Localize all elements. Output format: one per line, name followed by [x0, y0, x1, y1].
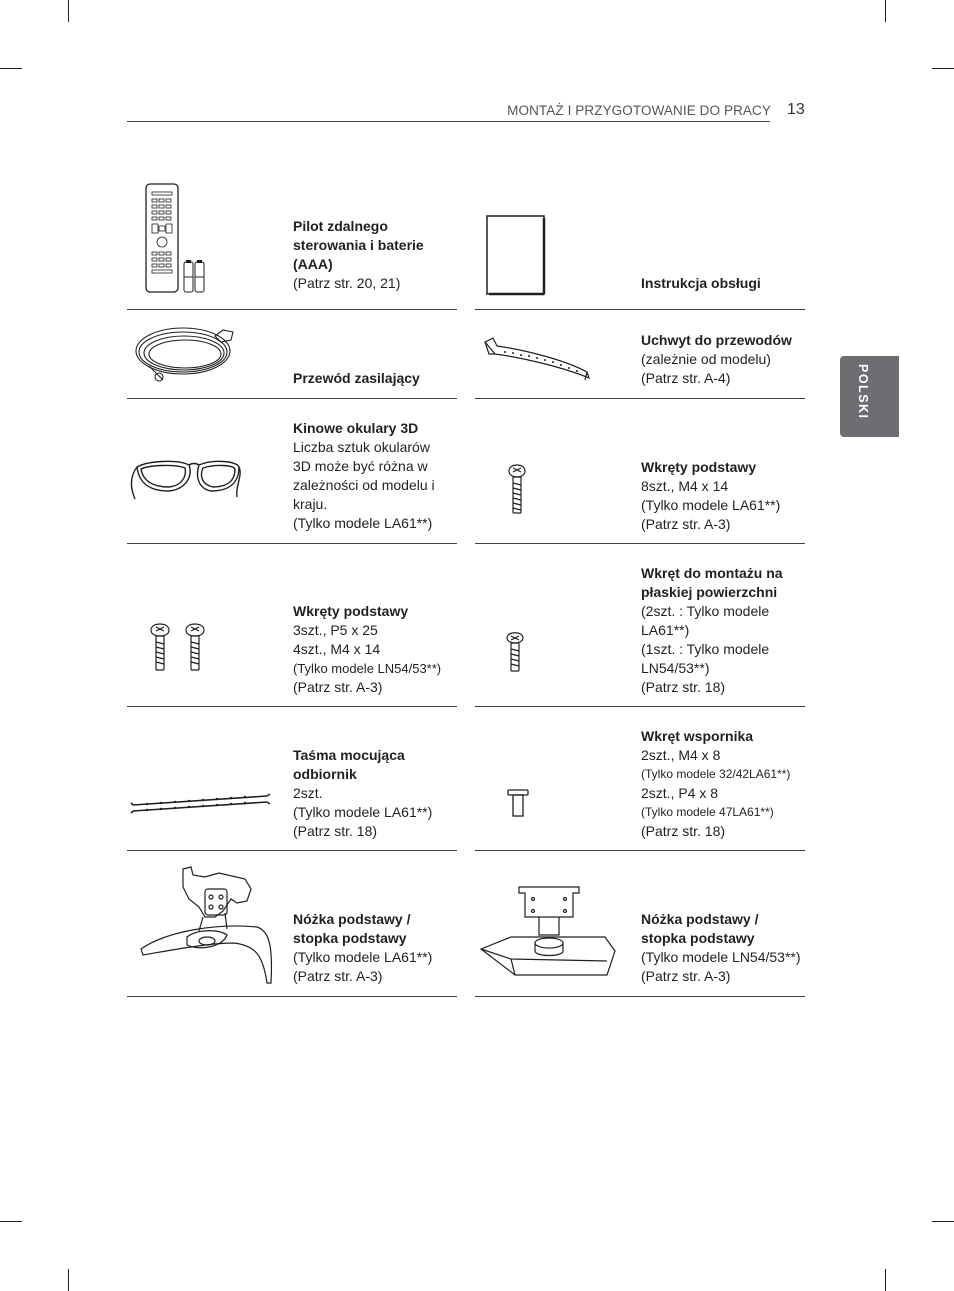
flat-screw-image	[475, 544, 635, 707]
item-title: Wkręt wspornika	[641, 728, 754, 744]
crop-mark	[885, 0, 886, 22]
item-detail: 3szt., P5 x 25	[293, 622, 378, 638]
language-tab-label: POLSKI	[856, 364, 870, 420]
item-detail: (Tylko modele LA61**)	[641, 497, 781, 513]
item-flat-screw	[475, 544, 805, 707]
item-detail: (Tylko modele LA61**)	[293, 515, 433, 531]
power-cord-text	[293, 369, 465, 388]
bracket-screw-image	[475, 707, 635, 851]
item-detail: (Tylko modele LN54/53**)	[641, 949, 801, 965]
item-detail: 2szt., P4 x 8	[641, 785, 719, 801]
power-cord-image	[127, 310, 287, 399]
strap-image	[127, 707, 287, 851]
item-title: Pilot zdalnego	[293, 218, 388, 234]
row-divider	[127, 996, 457, 997]
item-detail: (Patrz str. 20, 21)	[293, 275, 401, 291]
item-title: stopka podstawy	[641, 930, 755, 946]
item-detail: (Patrz str. A-3)	[641, 968, 731, 984]
item-cable-holder	[475, 310, 805, 399]
manual-image	[475, 170, 635, 310]
crop-mark	[932, 1221, 954, 1222]
page-number: 13	[787, 101, 805, 118]
screw-image	[475, 399, 635, 544]
stand-screws-a-text	[641, 458, 813, 534]
item-glasses	[127, 399, 457, 544]
item-detail: (Patrz str. 18)	[641, 679, 726, 695]
item-detail: 2szt., M4 x 8	[641, 747, 721, 763]
item-detail: (zależnie od modelu)	[641, 351, 771, 367]
cable-holder-image	[475, 310, 635, 399]
row-divider	[475, 996, 805, 997]
item-detail: zależności od modelu i	[293, 477, 435, 493]
crop-mark	[932, 68, 954, 69]
strap-text	[293, 746, 465, 841]
item-detail: (2szt. : Tylko modele	[641, 603, 770, 619]
crop-mark	[68, 0, 69, 22]
item-detail: (1szt. : Tylko modele	[641, 641, 770, 657]
page-header-title: MONTAŻ I PRZYGOTOWANIE DO PRACY	[507, 103, 771, 118]
crop-mark	[0, 68, 22, 69]
item-detail: (Patrz str. A-3)	[641, 516, 731, 532]
item-title: Nóżka podstawy /	[293, 911, 411, 927]
item-stand-screws-b	[127, 544, 457, 707]
item-title: Instrukcja obsługi	[641, 275, 761, 291]
item-title: stopka podstawy	[293, 930, 407, 946]
item-title: Taśma mocująca	[293, 747, 405, 763]
manual-text	[641, 274, 813, 293]
item-stand-la61	[127, 851, 457, 997]
item-title: Nóżka podstawy /	[641, 911, 759, 927]
stand-screws-b-text	[293, 602, 465, 697]
item-detail: LA61**)	[641, 622, 690, 638]
crop-mark	[885, 1269, 886, 1291]
item-detail: (Patrz str. A-3)	[293, 968, 383, 984]
item-detail: 2szt.	[293, 785, 323, 801]
item-detail: (Tylko modele LA61**)	[293, 804, 433, 820]
language-tab	[840, 356, 899, 437]
item-title: płaskiej powierzchni	[641, 584, 778, 600]
remote-text	[293, 217, 465, 293]
item-detail: (Patrz str. 18)	[293, 823, 378, 839]
item-title: (AAA)	[293, 256, 333, 272]
item-stand-ln54	[475, 851, 805, 997]
item-title: Wkręty podstawy	[641, 459, 757, 475]
item-detail: (Tylko modele LA61**)	[293, 949, 433, 965]
stand-la61-text	[293, 910, 465, 986]
flat-screw-text	[641, 564, 813, 697]
stand-la61-image	[127, 851, 287, 997]
crop-mark	[68, 1269, 69, 1291]
item-title: Uchwyt do przewodów	[641, 332, 792, 348]
remote-image	[127, 170, 287, 310]
item-detail: (Patrz str. A-3)	[293, 679, 383, 695]
item-remote	[127, 170, 457, 310]
screws-pair-image	[127, 544, 287, 707]
item-power-cord	[127, 310, 457, 399]
item-detail: Liczba sztuk okularów	[293, 439, 430, 455]
item-detail: 4szt., M4 x 14	[293, 641, 381, 657]
item-detail: LN54/53**)	[641, 660, 710, 676]
stand-ln54-text	[641, 910, 813, 986]
cable-holder-text	[641, 331, 813, 388]
item-bracket-screw	[475, 707, 805, 851]
item-detail: (Patrz str. 18)	[641, 823, 726, 839]
item-manual	[475, 170, 805, 310]
item-detail: kraju.	[293, 496, 328, 512]
item-title: Przewód zasilający	[293, 370, 420, 386]
item-stand-screws-a	[475, 399, 805, 544]
crop-mark	[0, 1221, 22, 1222]
stand-ln54-image	[475, 851, 635, 997]
item-detail: (Tylko modele 47LA61**)	[641, 805, 774, 819]
glasses-image	[127, 399, 287, 544]
item-title: Kinowe okulary 3D	[293, 420, 419, 436]
item-strap	[127, 707, 457, 851]
item-detail: (Tylko modele 32/42LA61**)	[641, 767, 791, 781]
item-detail: (Patrz str. A-4)	[641, 370, 731, 386]
item-title: Wkręt do montażu na	[641, 565, 783, 581]
item-title: sterowania i baterie	[293, 237, 424, 253]
bracket-screw-text	[641, 727, 813, 841]
item-title: odbiornik	[293, 766, 357, 782]
item-detail: 8szt., M4 x 14	[641, 478, 729, 494]
item-title: Wkręty podstawy	[293, 603, 409, 619]
header-divider	[127, 121, 770, 122]
glasses-text	[293, 419, 465, 533]
item-detail: (Tylko modele LN54/53**)	[293, 661, 442, 676]
item-detail: 3D może być różna w	[293, 458, 428, 474]
